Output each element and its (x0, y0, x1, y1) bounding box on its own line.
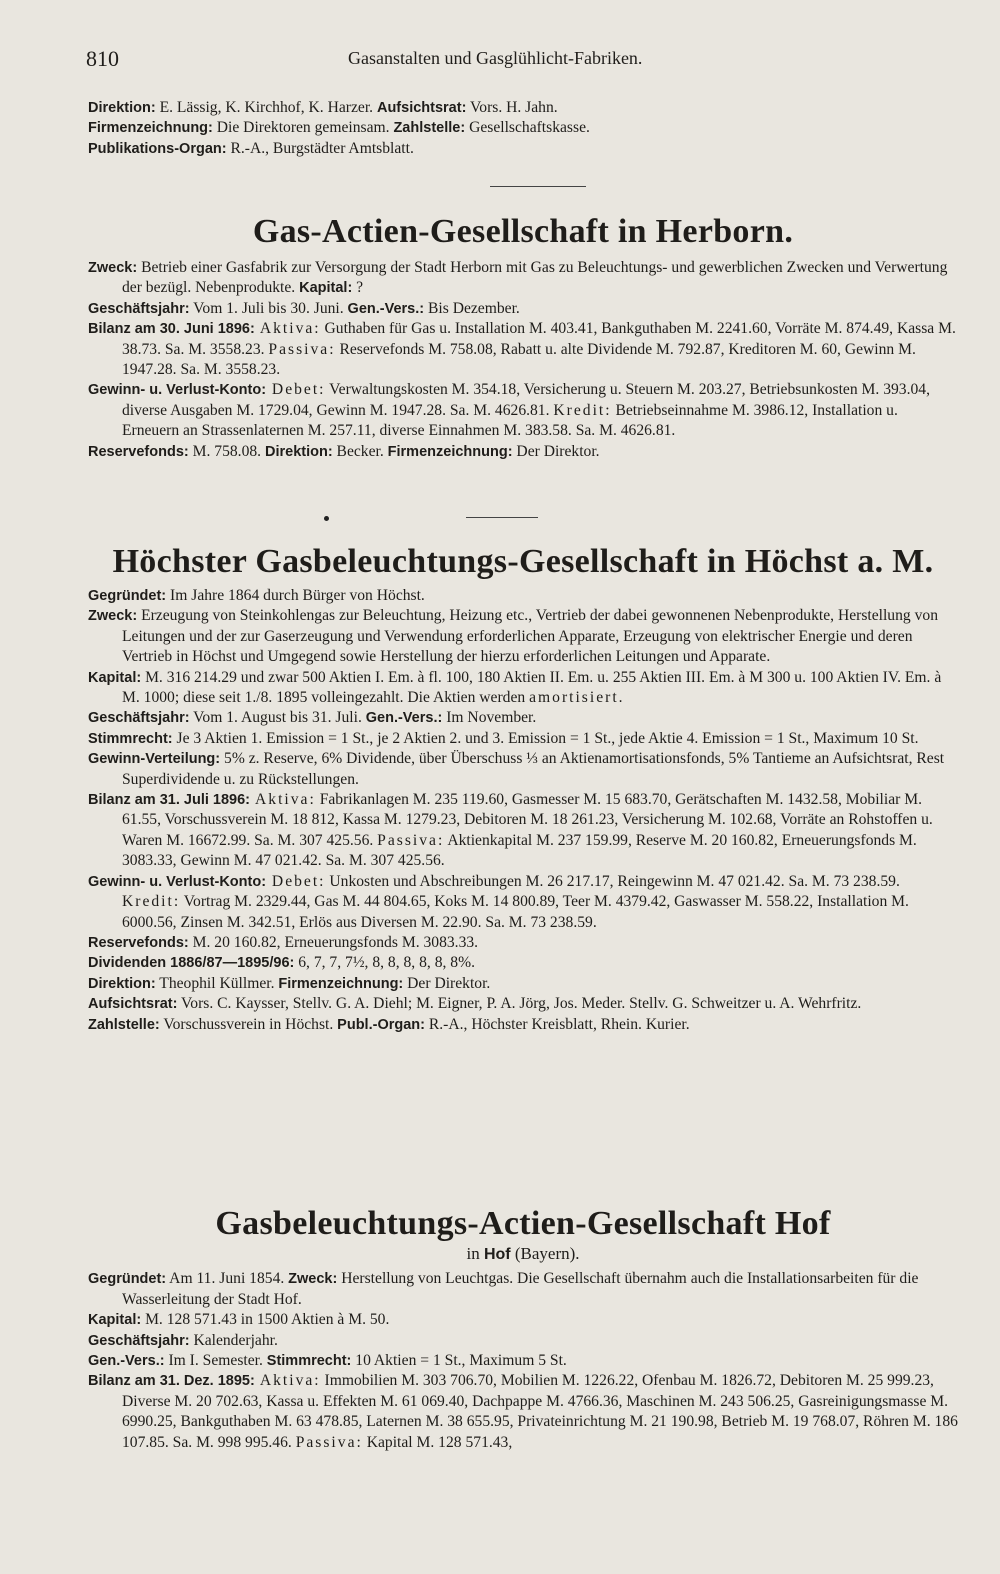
page-number: 810 (86, 46, 119, 71)
gen-vers: Gen.-Vers.: Im I. Semester. Stimmrecht: 10 Aktien = 1 St., Maximum 5 St. (88, 1352, 567, 1370)
gewinn-verteilung: Gewinn-Verteilung: 5% z. Reserve, 6% Dividende, über Überschuss ⅓ an Aktienamortisationsfonds, 5% Tantieme an Aufsichtsrat, Rest Superdividende u. zu Rückstellungen. (88, 750, 945, 788)
company-title: Gas-Actien-Gesellschaft in Herborn. (252, 213, 794, 250)
gegruendet: Gegründet: Im Jahre 1864 durch Bürger von Höchst. (88, 587, 425, 604)
bullet-mark (324, 516, 329, 521)
entry-hof (88, 1204, 958, 1453)
company-title: Gasbeleuchtungs-Actien-Gesellschaft Hof (215, 1205, 831, 1242)
geschaeftsjahr: Geschäftsjahr: Kalenderjahr. (88, 1331, 278, 1349)
prev-line-3: Publikations-Organ: R.-A., Burgstädter Amtsblatt. (88, 139, 414, 157)
bilanz: Bilanz am 31. Dez. 1895: Aktiva: Immobilien M. 303 706.70, Mobilien M. 1226.22, Ofenbau M. 1826.72, Debitoren M. 25 999.23, Diverse M. 20 702.63, Kassa u. Effekten M. 61 069.40, Dachpappe M. 4766.36, Maschinen M. 243 506.25, Gasreinigungsmasse M. 6990.25, Bankguthaben M. 63 478.85, Laternen M. 38 655.95, Privateinrichtung M. 21 190.98, Betrieb M. 19 768.07, Röhren M. 186 107.85. Sa. M. 998 995.46. Passiva: Kapital M. 128 571.43, (88, 1372, 958, 1451)
previous-entry (88, 98, 958, 159)
gegruendet-zweck: Gegründet: Am 11. Juni 1854. Zweck: Herstellung von Leuchtgas. Die Gesellschaft übernahm auch die Installationsarbeiten für die Wasserleitung der Stadt Hof. (88, 1270, 919, 1308)
company-location: in Hof (Bayern). (466, 1244, 580, 1263)
kapital: Kapital: M. 128 571.43 in 1500 Aktien à M. 50. (88, 1311, 390, 1329)
gewinn-verlust-konto: Gewinn- u. Verlust-Konto: Debet: Verwaltungskosten M. 354.18, Versicherung u. Steuern M. 203.27, Betriebsunkosten M. 393.04, diverse Ausgaben M. 1729.04, Gewinn M. 1947.28. Sa. M. 4626.81. Kredit: Betriebseinnahme M. 3986.12, Installation u. Erneuern an Strassenlaternen M. 257.11, diverse Einnahmen M. 383.58. Sa. M. 4626.81. (88, 381, 930, 440)
prev-line-2: Firmenzeichnung: Die Direktoren gemeinsam. Zahlstelle: Gesellschaftskasse. (88, 119, 590, 137)
dividenden: Dividenden 1886/87—1895/96: 6, 7, 7, 7½, 8, 8, 8, 8, 8, 8%. (88, 954, 475, 972)
entry-herborn (88, 212, 958, 462)
zahlstelle: Zahlstelle: Vorschussverein in Höchst. Publ.-Organ: R.-A., Höchster Kreisblatt, Rhein. Kurier. (88, 1015, 690, 1033)
reservefonds: Reservefonds: M. 20 160.82, Erneuerungsfonds M. 3083.33. (88, 933, 479, 951)
kapital: Kapital: M. 316 214.29 und zwar 500 Aktien I. Em. à fl. 100, 180 Aktien II. Em. u. 255 Aktien III. Em. à M 300 u. 100 Aktien IV. Em. à M. 1000; diese seit 1./8. 1895 volleingezahlt. Die Aktien werden amortisiert. (88, 668, 942, 707)
prev-line-1: Direktion: E. Lässig, K. Kirchhof, K. Harzer. Aufsichtsrat: Vors. H. Jahn. (88, 99, 558, 116)
section-divider (466, 517, 538, 518)
stimmrecht: Stimmrecht: Je 3 Aktien 1. Emission = 1 St., je 2 Aktien 2. und 3. Emission = 1 St., jede Aktie 4. Emission = 1 St., Maximum 10 St. (88, 729, 919, 747)
bilanz: Bilanz am 30. Juni 1896: Aktiva: Guthaben für Gas u. Installation M. 403.41, Bankguthaben M. 2241.60, Vorräte M. 874.49, Kassa M. 38.73. Sa. M. 3558.23. Passiva: Reservefonds M. 758.08, Rabatt u. alte Dividende M. 792.87, Kreditoren M. 60, Gewinn M. 1947.28. Sa. M. 3558.23. (88, 320, 956, 379)
geschaeftsjahr: Geschäftsjahr: Vom 1. August bis 31. Juli. Gen.-Vers.: Im November. (88, 709, 537, 727)
section-divider (490, 186, 586, 187)
zweck-kapital: Zweck: Betrieb einer Gasfabrik zur Versorgung der Stadt Herborn mit Gas zu Beleuchtungs- und gewerblichen Zwecken und Verwertung der bezügl. Nebenprodukte. Kapital: ? (88, 259, 948, 297)
bilanz: Bilanz am 31. Juli 1896: Aktiva: Fabrikanlagen M. 235 119.60, Gasmesser M. 15 683.70, Gerätschaften M. 1432.58, Mobiliar M. 61.55, Vorschussverein M. 18 812, Kassa M. 1279.23, Debitoren M. 18 261.23, Versicherung M. 102.68, Vorräte an Rohstoffen u. Waren M. 16672.99. Sa. M. 307 425.56. Passiva: Aktienkapital M. 237 159.99, Reserve M. 20 160.82, Erneuerungsfonds M. 3083.33, Gewinn M. 47 021.42. Sa. M. 307 425.56. (88, 791, 933, 870)
direktion: Direktion: Theophil Küllmer. Firmenzeichnung: Der Direktor. (88, 974, 491, 992)
zweck: Zweck: Erzeugung von Steinkohlengas zur Beleuchtung, Heizung etc., Vertrieb der dabei gewonnenen Nebenprodukte, Herstellung von Leitungen und der zur Gaserzeugung und Verwendung erforderlichen Apparate, Erzeugung von elektrischer Energie und deren Vertrieb in Höchst und Umgegend sowie Herstellung der hierzu erforderlichen Leitungen und Apparate. (88, 607, 938, 666)
gewinn-verlust-konto: Gewinn- u. Verlust-Konto: Debet: Unkosten und Abschreibungen M. 26 217.17, Reingewinn M. 47 021.42. Sa. M. 73 238.59. Kredit: Vortrag M. 2329.44, Gas M. 44 804.65, Koks M. 14 800.89, Teer M. 4379.42, Gaswasser M. 558.22, Installation M. 6000.56, Zinsen M. 342.51, Erlös aus Diversen M. 22.90. Sa. M. 73 238.59. (88, 872, 909, 931)
aufsichtsrat: Aufsichtsrat: Vors. C. Kaysser, Stellv. G. A. Diehl; M. Eigner, P. A. Jörg, Jos. Meder. Stellv. G. Schweitzer u. A. Wehrfritz. (88, 995, 862, 1013)
company-title: Höchster Gasbeleuchtungs-Gesellschaft in Höchst a. M. (112, 543, 934, 580)
entry-hoechst (88, 542, 958, 1035)
geschaeftsjahr: Geschäftsjahr: Vom 1. Juli bis 30. Juni. Gen.-Vers.: Bis Dezember. (88, 299, 520, 317)
reservefonds-direktion: Reservefonds: M. 758.08. Direktion: Becker. Firmenzeichnung: Der Direktor. (88, 442, 600, 460)
page-header (86, 46, 960, 86)
running-title: Gasanstalten und Gasglühlicht-Fabriken. (348, 48, 643, 68)
